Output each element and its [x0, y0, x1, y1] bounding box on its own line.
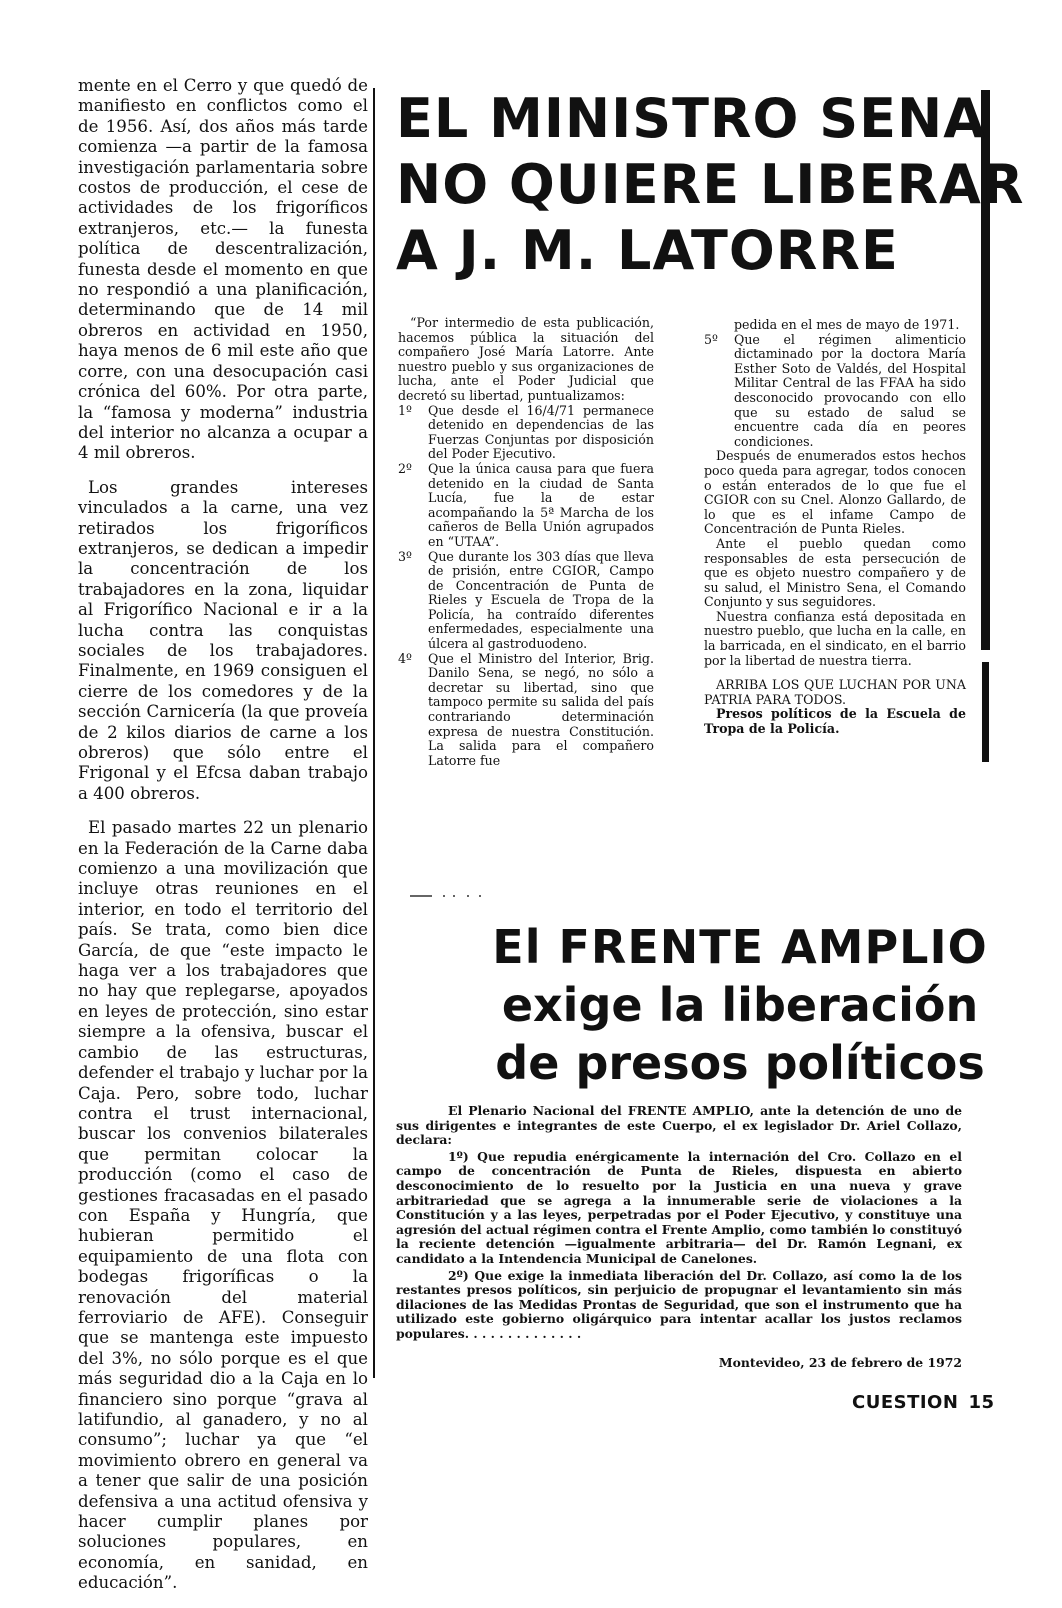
page-footer — [852, 1392, 995, 1413]
frente-amplio-statement — [396, 1104, 962, 1372]
letter-item — [398, 462, 654, 550]
letter-signature: Presos políticos de la Escuela de Tropa de la Policía. — [704, 706, 966, 737]
letter-column-1 — [398, 316, 654, 768]
item-text: Que durante los 303 días que lleva de prisión, entre CGIOR, Campo de Concentración de Punta de Rieles y Escuela de Tropa de la Policía, ha contraído diferentes enfermedades, especialmente una úlcera al gastroduodeno. — [428, 548, 654, 652]
statement-point: 1º) Que repudia enérgicamente la internación del Cro. Collazo en el campo de concentración de Punta de Rieles, dispuesta en abierto desconocimiento de lo resuelto por la Justicia en una nueva y grave arbitrariedad que se agrega a la innumerable serie de violaciones a la Constitución y a las leyes, perpetradas por el Poder Ejecutivo, y constituye una agresión del actual régimen contra el Frente Amplio, como también lo constituyó la reciente detención —igualmente arbitraria— del Dr. Ramón Legnani, ex candidato a la Intendencia Municipal de Canelones. — [396, 1148, 962, 1266]
letter-item — [704, 333, 966, 450]
letter-paragraph: Nuestra confianza está depositada en nuestro pueblo, que lucha en la calle, en la barricada, en el sindicato, en el barrio por la libertad de nuestra tierra. — [704, 608, 966, 668]
main-headline — [396, 86, 1025, 284]
headline-line: El FRENTE AMPLIO — [492, 920, 988, 974]
item-text: Que la única causa para que fuera detenido en la ciudad de Santa Lucía, fue la de estar acompañando la 5ª Marcha de los cañeros de Bella Unión agrupados en “UTAA”. — [428, 460, 654, 549]
column-rule — [373, 88, 375, 1378]
page-number: 15 — [968, 1392, 995, 1413]
column-rule — [982, 662, 989, 762]
item-number: 5º — [704, 331, 718, 347]
item-number: 1º — [398, 402, 412, 418]
magazine-name: CUESTION — [852, 1392, 959, 1413]
letter-item — [398, 550, 654, 652]
letter-slogan: ARRIBA LOS QUE LUCHAN POR UNA PATRIA PARA TODOS. — [704, 677, 966, 707]
headline-line: exige la liberación — [501, 978, 979, 1032]
letter-item — [398, 404, 654, 462]
statement-intro: El Plenario Nacional del FRENTE AMPLIO, ante la detención de uno de sus dirigentes e integrantes de este Cuerpo, el ex legislador Dr. Ariel Collazo, declara: — [396, 1103, 962, 1148]
statement-point: 2º) Que exige la inmediata liberación del Dr. Collazo, así como la de los restantes presos políticos, sin perjuicio de propugnar el levantamiento sin más dilaciones de las Medidas Prontas de Seguridad, que son el instrumento que ha utilizado este gobierno oligárquico para intentar acallar los justos reclamos populares. . . . . . . . . . . . . . — [396, 1267, 962, 1341]
item-number: 4º — [398, 650, 412, 666]
letter-paragraph: Después de enumerados estos hechos poco queda para agregar, todos conocen o están enterados de lo que fue el CGIOR con su Cnel. Alonzo Gallardo, de lo que es el infame Campo de Concentración de Punta Rieles. — [704, 448, 966, 537]
letter-column-2 — [704, 318, 966, 737]
letter-paragraph: Ante el pueblo quedan como responsables de esta persecución de que es objeto nuestro compañero y de su salud, el Ministro Sena, el Comando Conjunto y sus seguidores. — [704, 535, 966, 610]
decorative-dots — [410, 894, 490, 898]
left-article — [78, 76, 368, 1608]
headline-line: A J. M. LATORRE — [396, 219, 899, 282]
article-paragraph: Los grandes intereses vinculados a la carne, una vez retirados los frigoríficos extranjeros, se dedican a impedir la concentración de los trabajadores en la zona, liquidar al Frigorífico Nacional e ir a la lucha contra las conquistas sociales de los trabajadores. Finalmente, en 1969 consiguen el cierre de los comedores y de la sección Carnicería (la que proveía de 2 kilos diarios de carne a los obreros) que sólo entre el Frigonal y el Efcsa daban trabajo a 400 obreros. — [78, 477, 368, 803]
item-number: 3º — [398, 548, 412, 564]
letter-item — [398, 652, 654, 769]
letter-continuation: pedida en el mes de mayo de 1971. — [734, 317, 960, 332]
item-text: Que el régimen alimenticio dictaminado por la doctora María Esther Soto de Valdés, del Hospital Militar Central de las FFAA ha sido desconocido provocando con ello que su estado de salud se encuentre cada día en peores condiciones. — [734, 331, 966, 449]
article-paragraph: El pasado martes 22 un plenario en la Federación de la Carne daba comienzo a una movilización que incluye otras reuniones en el interior, en todo el territorio del país. Se trata, como bien dice García, de que “este impacto le haga ver a los trabajadores que no hay que replegarse, apoyados en leyes de protección, sino estar siempre a la ofensiva, buscar el cambio de las estructuras, defender el trabajo y luchar por la Caja. Pero, sobre todo, luchar contra el trust internacional, buscar los convenios bilaterales que permitan colocar la producción (como el caso de gestiones fracasadas en el pasado con España y Hungría, que hubieran permitido el equipamiento de una flota con bodegas frigoríficas o la renovación del material ferroviario de AFE). Conseguir que se mantenga este impuesto del 3%, no sólo porque es el que más seguridad dio a la Caja en lo financiero sino porque “grava al latifundio, al ganadero, y no al consumo”; luchar ya que “el movimiento obrero en general va a tener que salir de una posición defensiva a una actitud ofensiva y hacer cumplir planes por soluciones populares, en economía, en sanidad, en educación”. — [78, 818, 368, 1593]
item-text: Que desde el 16/4/71 permanece detenido en dependencias de las Fuerzas Conjuntas por disposición del Poder Ejecutivo. — [428, 402, 654, 462]
item-number: 2º — [398, 460, 412, 476]
headline-line: EL MINISTRO SENA — [396, 87, 986, 150]
second-headline — [480, 918, 1000, 1092]
statement-dateline: Montevideo, 23 de febrero de 1972 — [718, 1354, 962, 1370]
letter-intro: “Por intermedio de esta publicación, hacemos pública la situación del compañero José María Latorre. Ante nuestro pueblo y sus organizaciones de lucha, ante el Poder Judicial que decretó su libertad, puntualizamos: — [398, 315, 654, 403]
headline-line: NO QUIERE LIBERAR — [396, 153, 1025, 216]
headline-line: de presos políticos — [495, 1036, 985, 1090]
article-paragraph: mente en el Cerro y que quedó de manifiesto en conflictos como el de 1956. Así, dos años más tarde comienza —a partir de la famosa investigación parlamentaria sobre costos de producción, el cese de actividades de los frigoríficos extranjeros, etc.— la funesta política de descentralización, funesta desde el momento en que no respondió a una planificación, determinando que de 14 mil obreros en actividad en 1950, haya menos de 6 mil este año que corre, con una desocupación casi crónica del 60%. Por otra parte, la “famosa y moderna” industria del interior no alcanza a ocupar a 4 mil obreros. — [78, 76, 368, 463]
item-text: Que el Ministro del Interior, Brig. Danilo Sena, se negó, no sólo a decretar su libertad, sino que tampoco permite su salida del país contrariando determinación expresa de nuestra Constitución. La salida para el compañero Latorre fue — [428, 650, 654, 768]
